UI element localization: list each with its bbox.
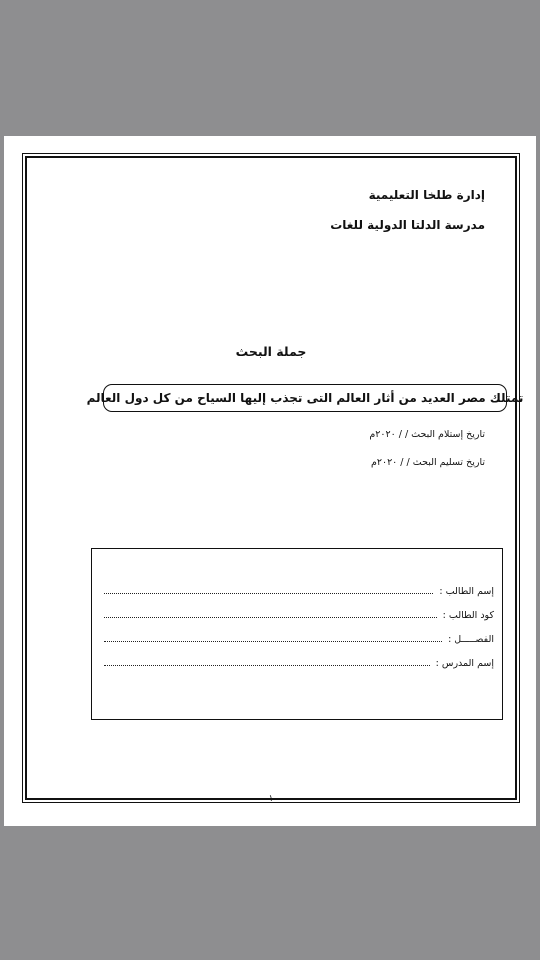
- class-label: الفصـــــل :: [448, 634, 494, 645]
- student-code-row: [104, 609, 494, 621]
- page-border-frame: [25, 156, 524, 804]
- student-code-label: كود الطالب :: [442, 610, 494, 621]
- student-info-box: [91, 548, 503, 720]
- received-date-line: تاريخ إستلام البحث / / ٢٠٢٠م: [369, 429, 485, 440]
- teacher-name-row: [104, 657, 494, 669]
- research-topic-text: تمتلك مصر العديد من أثار العالم التى تجذب إليها السياح من كل دول العالم: [86, 391, 524, 405]
- page-number: ١: [268, 794, 274, 804]
- submitted-date-line: تاريخ تسليم البحث / / ٢٠٢٠م: [370, 457, 485, 468]
- class-blank: [104, 633, 442, 642]
- student-name-label: إسم الطالب :: [439, 586, 494, 597]
- research-title-label: جملة البحث: [235, 344, 307, 359]
- teacher-name-blank: [104, 657, 430, 666]
- student-code-blank: [104, 609, 437, 618]
- directorate-name: إدارة طلخا التعليمية: [368, 188, 485, 202]
- student-name-row: [104, 585, 494, 597]
- teacher-name-label: إسم المدرس :: [435, 658, 494, 669]
- student-name-blank: [104, 585, 433, 594]
- school-name: مدرسة الدلتا الدولية للغات: [330, 218, 485, 232]
- research-topic-box: [86, 384, 524, 412]
- class-row: [104, 633, 494, 645]
- document-page: [4, 136, 536, 826]
